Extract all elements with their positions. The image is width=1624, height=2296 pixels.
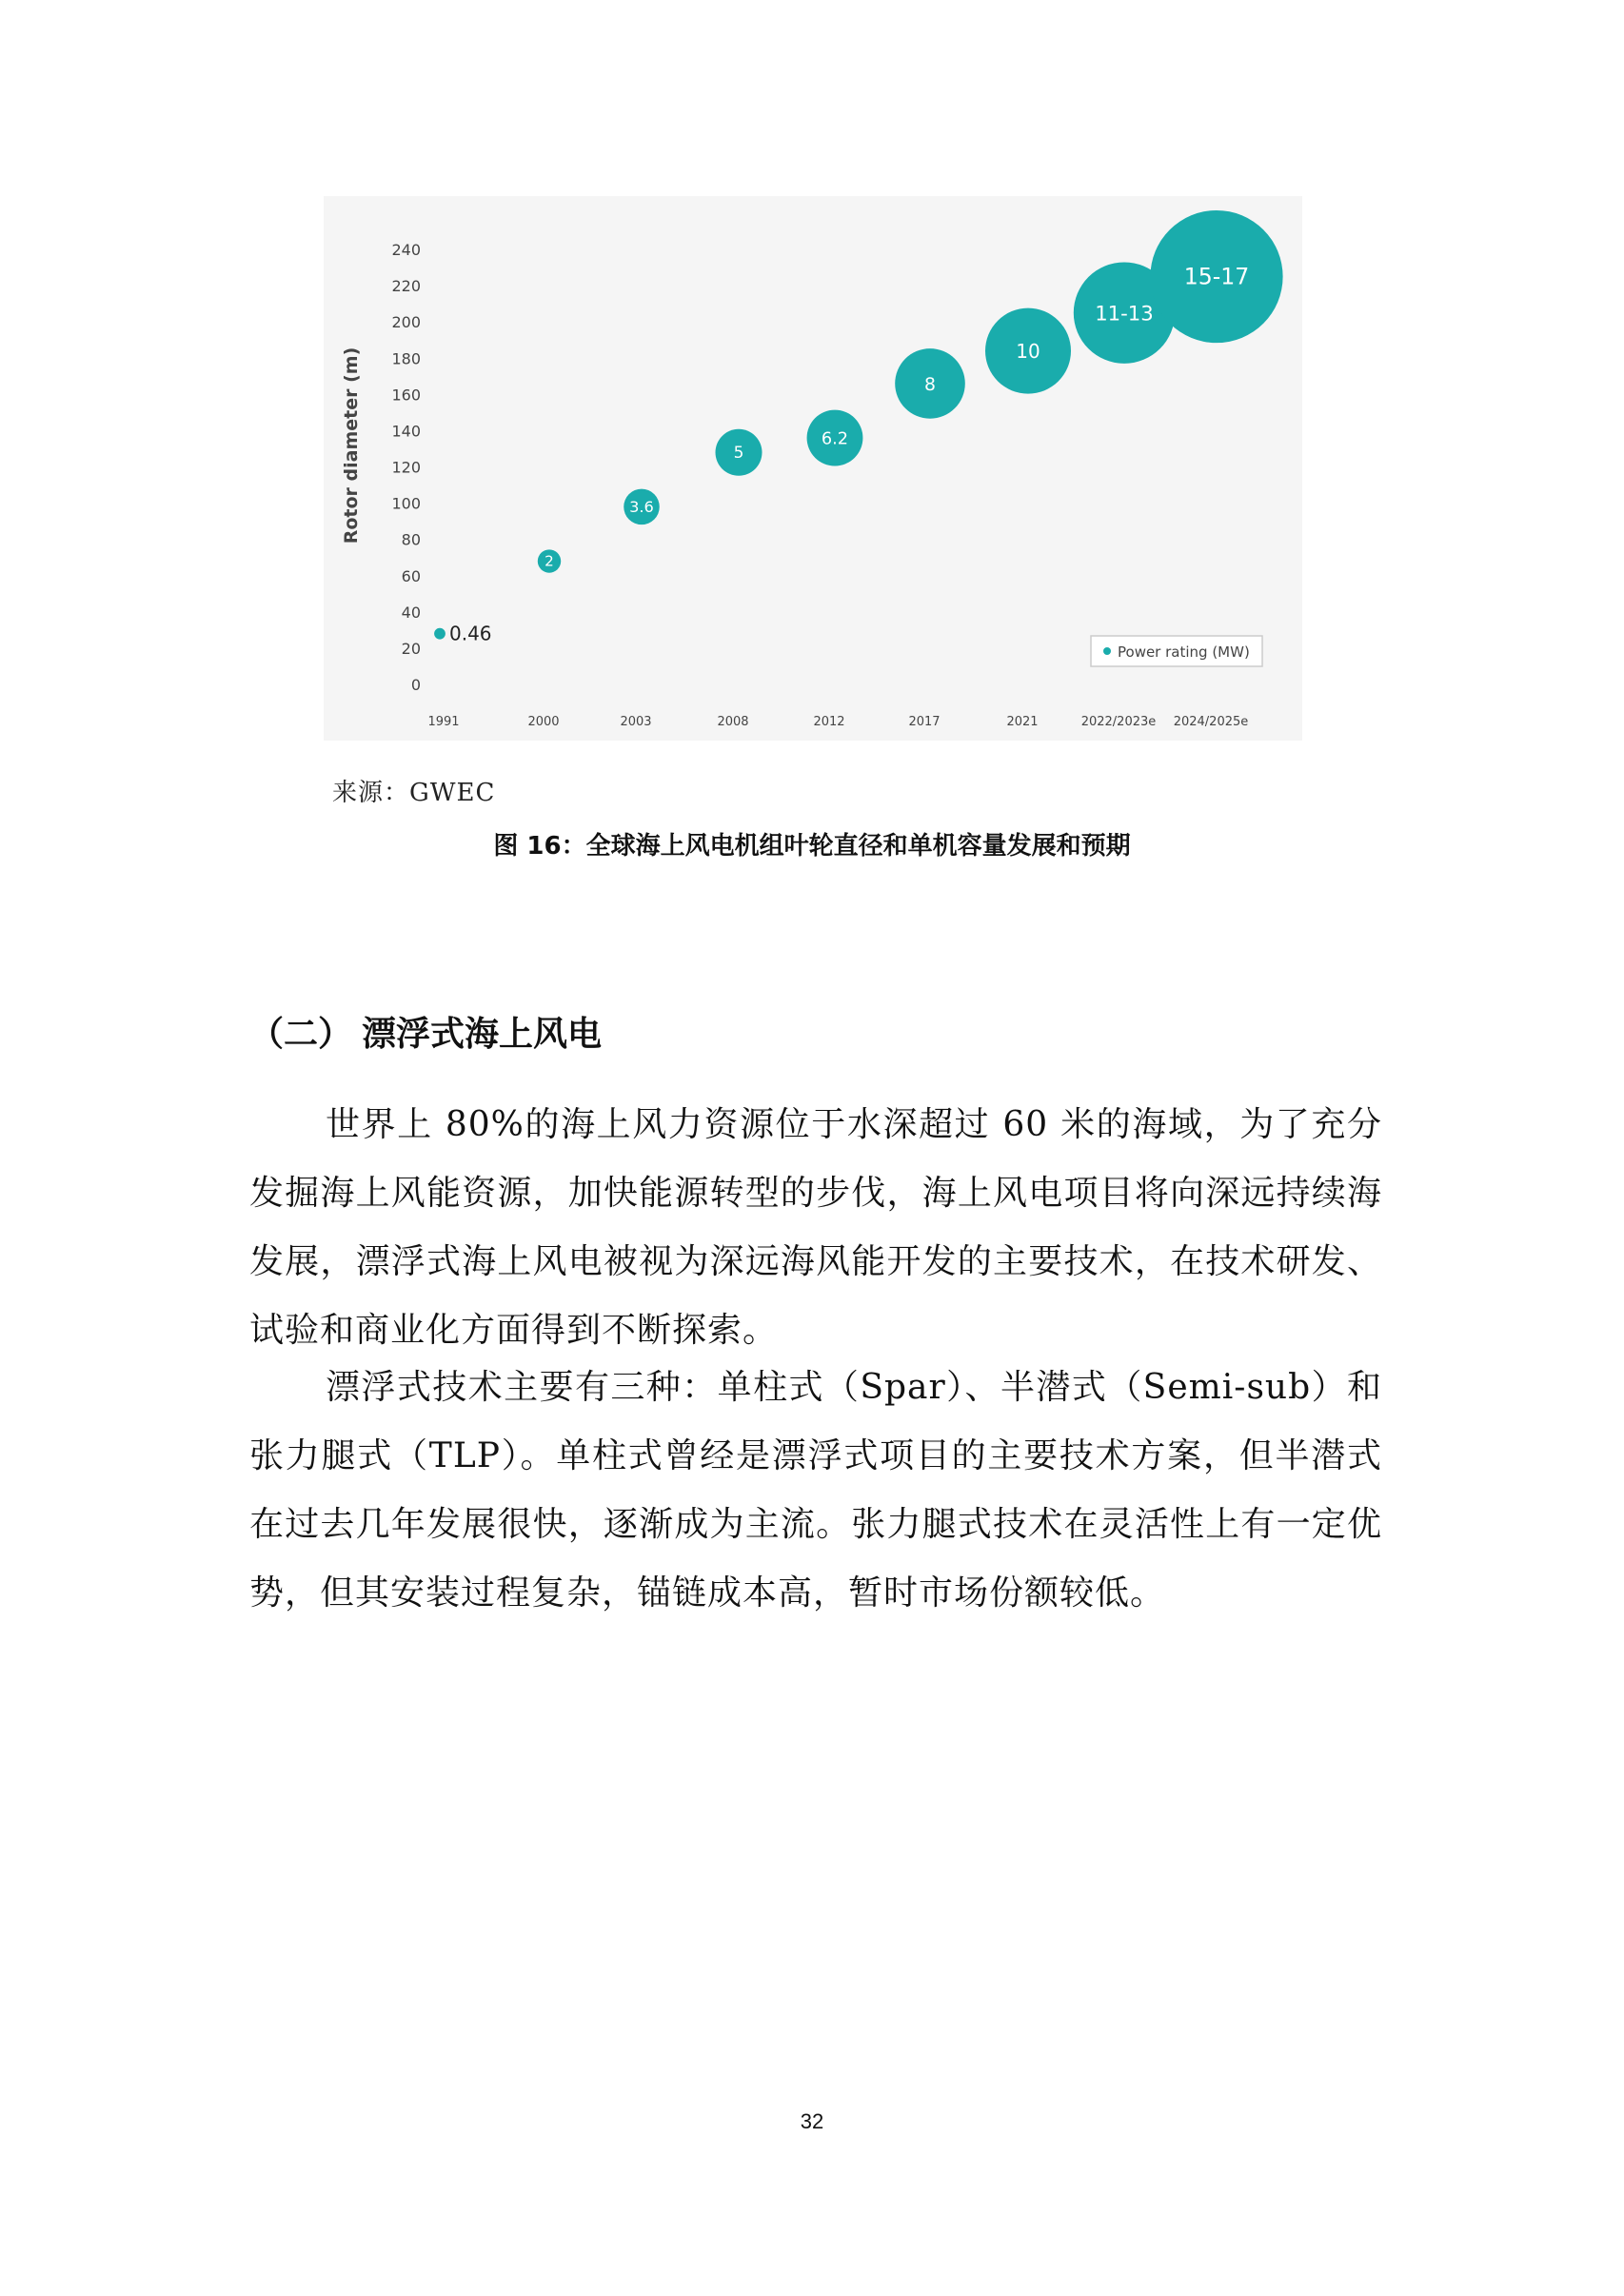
- bubble-label: 5: [733, 444, 744, 464]
- section-number: （二）: [249, 1015, 353, 1054]
- y-tick-label: 200: [391, 313, 421, 332]
- y-axis-ticks: [391, 241, 421, 694]
- y-tick-label: 240: [391, 241, 421, 259]
- x-tick-label: 1991: [427, 715, 460, 729]
- x-tick-label: 2022/2023e: [1080, 715, 1157, 729]
- y-tick-label: 20: [401, 639, 421, 658]
- x-tick-label: 2012: [813, 715, 845, 729]
- bubble-label: 11-13: [1095, 301, 1154, 326]
- bubble-label: 10: [1016, 340, 1040, 364]
- x-tick-label: 2008: [717, 715, 749, 729]
- x-tick-label: 2017: [908, 715, 941, 729]
- bubble-series: [434, 210, 1282, 645]
- x-axis-ticks: [427, 715, 1248, 729]
- section-title: 漂浮式海上风电: [362, 1015, 603, 1054]
- y-tick-label: 180: [391, 349, 421, 368]
- page-number: 32: [800, 2109, 824, 2133]
- y-tick-label: 120: [391, 458, 421, 477]
- y-tick-label: 160: [391, 386, 421, 405]
- bubble-chart: [324, 196, 1302, 741]
- y-tick-label: 0: [410, 676, 421, 694]
- figure-caption: 图 16：全球海上风电机组叶轮直径和单机容量发展和预期: [493, 832, 1131, 861]
- paragraph: 世界上 80%的海上风力资源位于水深超过 60 米的海域，为了充分发掘海上风能资源，加快能源转型的步伐，海上风电项目将向深远持续海发展，漂浮式海上风电被视为深远海风能开发的主要技术，在技术研发、试验和商业化方面得到不断探索。: [249, 1105, 1382, 1350]
- bubble-label: 6.2: [821, 429, 849, 449]
- x-tick-label: 2021: [1006, 715, 1039, 729]
- bubble-label: 15-17: [1183, 263, 1250, 290]
- y-tick-label: 40: [401, 603, 421, 622]
- chart-svg: [324, 196, 1302, 741]
- legend-marker: [1103, 647, 1111, 655]
- x-tick-label: 2000: [527, 715, 560, 729]
- y-tick-label: 140: [391, 422, 421, 441]
- bubble-label: 0.46: [449, 622, 492, 645]
- y-tick-label: 220: [391, 277, 421, 296]
- bubble-label: 3.6: [629, 497, 654, 516]
- x-tick-label: 2024/2025e: [1173, 715, 1249, 729]
- chart-legend: [1091, 636, 1262, 666]
- y-tick-label: 100: [391, 494, 421, 513]
- section-heading: [249, 1007, 602, 1056]
- bubble-label: 8: [924, 374, 936, 395]
- legend-label: Power rating (MW): [1118, 643, 1250, 661]
- paragraph: 漂浮式技术主要有三种：单柱式（Spar）、半潜式（Semi-sub）和张力腿式（TLP）。单柱式曾经是漂浮式项目的主要技术方案，但半潜式在过去几年发展很快，逐渐成为主流。张力腿式技术在灵活性上有一定优势，但其安装过程复杂，锚链成本高，暂时市场份额较低。: [249, 1368, 1382, 1613]
- figure-source: 来源：GWEC: [332, 779, 496, 807]
- y-axis-label: Rotor diameter (m): [341, 346, 362, 544]
- y-tick-label: 60: [401, 566, 421, 585]
- y-tick-label: 80: [401, 530, 421, 549]
- x-tick-label: 2003: [620, 715, 652, 729]
- bubble: [434, 628, 446, 640]
- bubble-label: 2: [545, 552, 554, 570]
